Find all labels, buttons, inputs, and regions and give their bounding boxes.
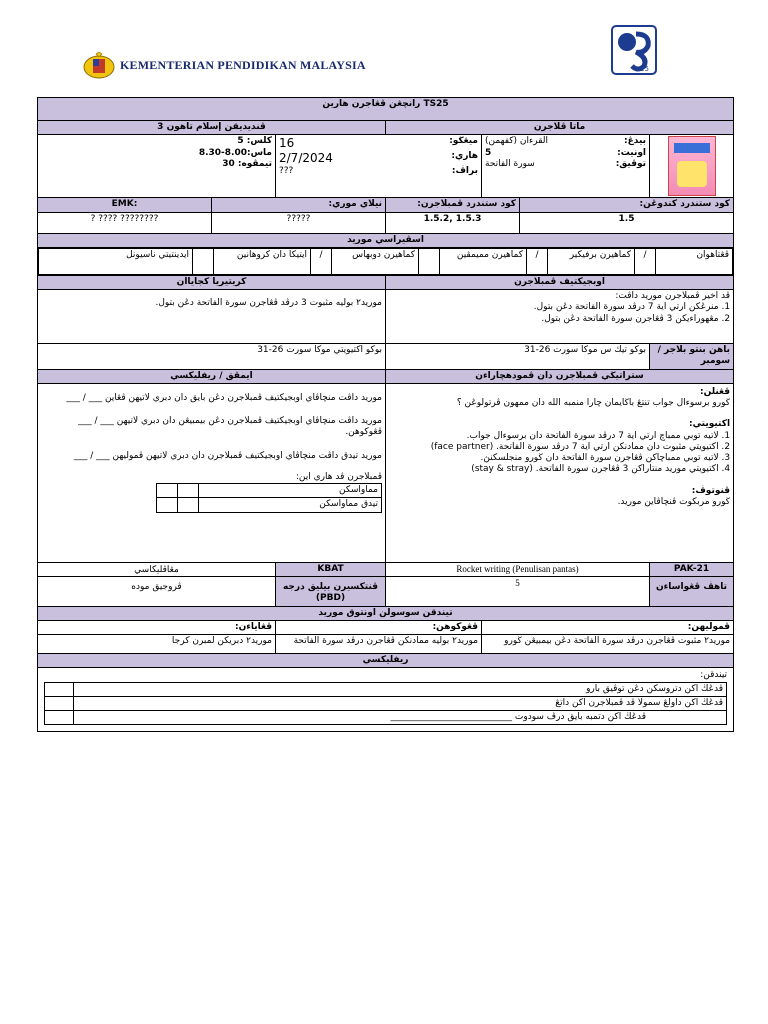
- std-pembelajaran-label: كود ستندرد ڤمبلاجرن:: [386, 198, 520, 212]
- refleksi-checkbox[interactable]: [45, 696, 74, 710]
- impact-heading: ايمڤق / ريفليكسي: [38, 369, 386, 383]
- std-kandungan-value: 1.5: [520, 212, 734, 233]
- kbat-label: KBAT: [276, 562, 386, 576]
- masa-row: ماس:8.00-8.30: [198, 147, 272, 158]
- std-pembelajaran-value: 1.5.2, 1.5.3: [386, 212, 520, 233]
- tindakan-val-1: موريد٢ مثبوت ڤڠاجرن درڤد سورة الفاتحة دڠن بيمبيڠن ڬورو: [482, 635, 734, 654]
- aspirasi-item: ايتيكا دان كروهانين: [214, 248, 311, 274]
- murid-row: تيمڤوه: 30: [222, 158, 272, 169]
- refleksi-checkbox[interactable]: [45, 682, 74, 696]
- aspirasi-tick: [419, 248, 440, 274]
- pak21-value: Rocket writing (Penulisan pantas): [386, 562, 650, 576]
- closing-label: ڤنوتوڤ:: [691, 485, 731, 496]
- strategy-heading: ستراتيڬي ڤمبلاجرن دان ڤمودهچاراءن: [386, 369, 734, 383]
- activity-2: 2. اكتيويتي مثبوت دان ممادنكن ارتي اية 7 درڤد سورة الفاتحة. (face partner): [430, 441, 731, 452]
- pbd-label: ڤنتكسيرن بيليق درجه (PBD): [276, 577, 386, 607]
- tahap-value: 5: [386, 577, 650, 607]
- subject-name: ڤنديديقن إسلام تاهون 3: [38, 121, 386, 135]
- unit-row: اونيت: 5: [485, 147, 646, 158]
- objective-1: 1. منرڠكن ارتي اية 7 درڤد سورة الفاتحة دڠن بتول.: [533, 302, 731, 313]
- bahan-label: باهن بنتو بلاجر / سومبر: [650, 344, 734, 370]
- refleksi-heading: ريفليكسي: [38, 654, 734, 668]
- aspirasi-tick: [193, 248, 214, 274]
- document-title: رانچڠن ڤڠاجرن هارين TS25: [38, 98, 734, 121]
- refleksi-line-1: ڤدڠڬ اكن دتروسكن دڠن توڤيق بارو: [74, 682, 727, 696]
- nilai-value: ?????: [212, 212, 386, 233]
- impact-1: موريد داڤت منچاڤاي اوبجيكتيف ڤمبلاجرن دڠن بايق دان دبري لاتيهن ڤڠاين ___ / ___: [66, 392, 382, 403]
- refleksi-note: تيندقن:: [700, 670, 728, 681]
- criteria-text: موريد٢ بوليه مثبوت 3 درڤد ڤڠاجرن سورة الفاتحة دڠن بتول.: [38, 290, 386, 344]
- ts25-logo-icon: [610, 24, 658, 76]
- nilai-label: نيلاي موري:: [212, 198, 386, 212]
- option-box[interactable]: [157, 498, 178, 512]
- textbook-cover-image: [668, 136, 716, 196]
- aspirasi-heading: اسڤيراسي موريد: [38, 233, 734, 247]
- kelas-row: كلس: 5: [237, 136, 272, 147]
- tindakan-col-2: ڤڠوكوهن:: [276, 620, 482, 634]
- closing-text: ڬورو مربكوت ڤنچاڤاين موريد.: [617, 496, 731, 507]
- tajuk-row: توڤيق: سورة الفاتحة: [485, 158, 646, 169]
- activity-label: اكتيويتي:: [688, 419, 731, 430]
- emk-label: EMK:: [38, 198, 212, 212]
- lesson-plan-table: [37, 97, 734, 732]
- option-tidak-memuaskan: تيدق مماواسكن: [199, 498, 382, 512]
- tindakan-col-1: ڤموليهن:: [482, 620, 734, 634]
- aspirasi-item: ايدينتيتي ناسيونل: [39, 248, 193, 274]
- ministry-title: KEMENTERIAN PENDIDIKAN MALAYSIA: [120, 58, 366, 72]
- activity-3: 3. لاتيه توبي ممباچاكن ڤڠاجرن سورة الفاتحة دان ڬورو منجلسكنڽ.: [480, 453, 731, 463]
- bahan-value-1: بوكو تيك س موكا سورت 26-31: [386, 344, 650, 370]
- tindakan-val-3: موريد٢ دبريكن لمبرن كرجا: [38, 635, 276, 654]
- refleksi-line-3: ڤدڠڬ اكن دتمبه بايق درڤ سودوت ___________________________: [74, 711, 727, 725]
- hari-row: هاري: 2/7/2024: [279, 151, 478, 166]
- pak21-label: PAK-21: [650, 562, 734, 576]
- aspirasi-tick: /: [527, 248, 548, 274]
- refleksi-checkbox[interactable]: [45, 711, 74, 725]
- tindakan-heading: تيندقن سوسولن اونتوق موريد: [38, 606, 734, 620]
- aspirasi-item: كماهيرن برفيكير: [548, 248, 635, 274]
- aspirasi-item: ڤڠتاهوان: [656, 248, 733, 274]
- kbat-value: مڠاڤليكاسي: [38, 562, 276, 576]
- aspirasi-tick: /: [635, 248, 656, 274]
- option-box[interactable]: [178, 484, 199, 498]
- aspirasi-item: كماهيرن دوبهاس: [332, 248, 419, 274]
- impact-4: ڤمبلاجرن ڤد هاري اين:: [295, 471, 382, 482]
- activity-1: 1. لاتيه توبي ممباچ ارتي اية 7 درڤد سورة الفاتحة دان برسوءال جواب.: [466, 430, 731, 441]
- impact-3: موريد تيدق داڤت منچاڤاي اوبجيكتيف ڤمبلاجرن دان دبري لاتيهن ڤموليهن ___ / ___: [73, 450, 382, 461]
- minggu-row: ميڠڬو: 16: [279, 136, 478, 151]
- bahan-value-2: بوكو اكتيويتي موكا سورت 26-31: [38, 344, 386, 370]
- criteria-heading: كريتيريا كجاياان: [38, 275, 386, 289]
- tahap-label: تاهڤ ڤڠواساءن: [650, 577, 734, 607]
- set-label: ڤڠنلن:: [700, 386, 731, 397]
- tindakan-col-3: ڤڠاياءن:: [38, 620, 276, 634]
- emk-value: ? ???? ????????: [38, 212, 212, 233]
- impact-2: موريد داڤت منچاڤاي اوبجيكتيف ڤمبلاجرن دڠن بيمبيڠن دان دبري لاتيهن ___ / ___ ڤڠوكوهن.: [78, 416, 382, 438]
- objective-heading: اوبجيكتيف ڤمبلاجرن: [386, 275, 734, 289]
- std-kandungan-label: كود ستندرد كندوڠن:: [520, 198, 734, 212]
- svg-text:25: 25: [640, 65, 649, 73]
- aspirasi-item: كماهيرن ممیمڤين: [440, 248, 527, 274]
- tindakan-val-2: موريد٢ بوليه ممادنكن ڤڠاجرن درڤد سورة الفاتحة: [276, 635, 482, 654]
- main-subject-label: ماتا ڤلاجرن: [386, 121, 734, 135]
- set-text: ڬورو برسوءال جواب تنتڠ باڬايمان چارا منمبه الله دان ممهون ڤرتولوڠن ؟: [456, 398, 731, 408]
- activity-4: 4. اكتيويتي موريد منتاراكن 3 ڤڠاجرن سورة الفاتحة. (stay & stray): [471, 464, 731, 475]
- option-box[interactable]: [178, 498, 199, 512]
- refleksi-line-2: ڤدڠڬ اكن داولڠ سمولا ڤد ڤمبلاجرن اكن داتڠ: [74, 696, 727, 710]
- malaysia-crest-icon: [82, 52, 116, 80]
- bilangan-row: براڤ: ???: [279, 166, 478, 177]
- aspirasi-tick: /: [311, 248, 332, 274]
- option-memuaskan: مماواسكن: [199, 484, 382, 498]
- option-box[interactable]: [157, 484, 178, 498]
- pbd-value: ڤروجيق موده: [38, 577, 276, 607]
- objective-intro: ڤد اخير ڤمبلاجرن موريد داڤت:: [615, 291, 731, 301]
- bidang-row: بيدڠ: القرءان (كفهمن): [485, 136, 646, 147]
- objective-2: 2. مڠهوراءيكن 3 ڤڠاجرن سورة الفاتحة دڠن بتول.: [541, 313, 731, 324]
